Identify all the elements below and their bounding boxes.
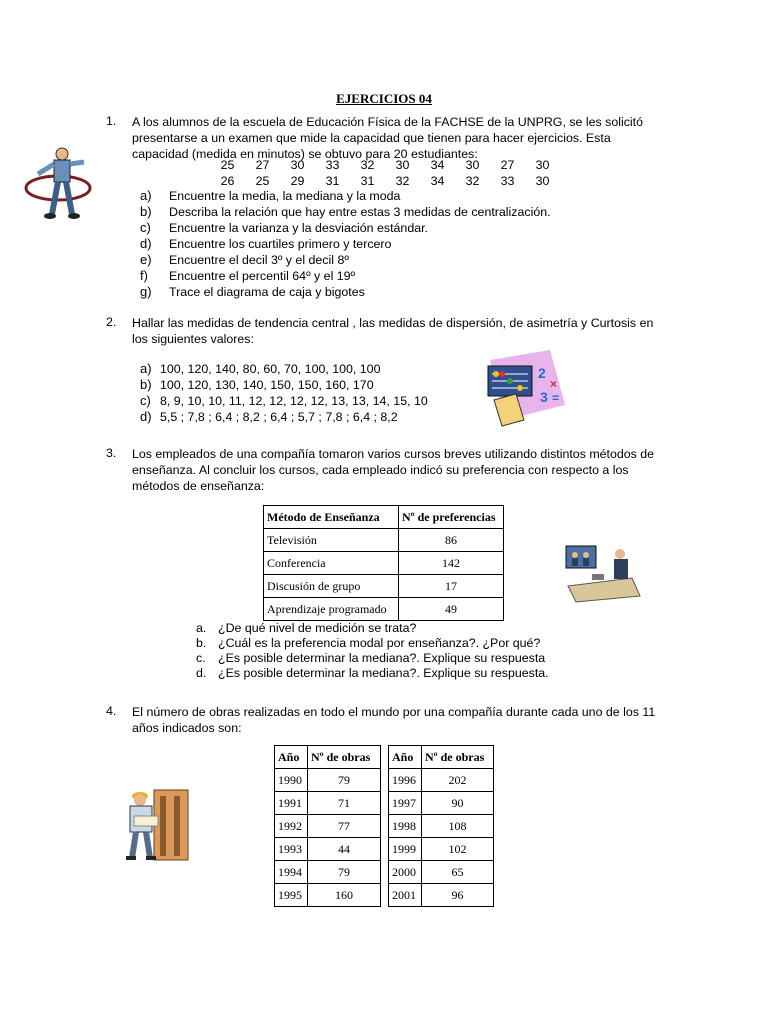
table-header-row	[389, 746, 494, 769]
item-letter: a)	[140, 361, 152, 376]
table-row	[264, 575, 504, 598]
statement-line: años indicados son:	[132, 721, 242, 735]
list-item	[196, 635, 549, 650]
data-value: 32	[360, 158, 375, 172]
list-item	[196, 650, 549, 665]
table-cell: 17	[399, 575, 504, 598]
exercise-1-items	[140, 188, 551, 300]
table-cell: 2001	[389, 884, 422, 907]
item-letter: c)	[140, 220, 151, 235]
table-row	[264, 598, 504, 621]
item-text: 5,5 ; 7,8 ; 6,4 ; 8,2 ; 6,4 ; 5,7 ; 7,8 ; 6,4 ; 8,2	[160, 410, 398, 424]
statement-line: Hallar las medidas de tendencia central , las medidas de dispersión, de asimetría y Curtosis en	[132, 316, 654, 330]
exercise-3-number: 3.	[106, 446, 117, 460]
data-value: 25	[255, 174, 270, 188]
table-cell: 44	[308, 838, 381, 861]
data-value: 30	[535, 174, 550, 188]
data-value: 26	[220, 174, 235, 188]
table-row	[275, 769, 381, 792]
list-item	[140, 284, 551, 300]
item-letter: b)	[140, 377, 152, 392]
item-text: Encuentre el decil 3º y el decil 8º	[169, 253, 349, 267]
exercise-3-items	[196, 620, 549, 680]
list-item	[140, 188, 551, 204]
table-header: Nº de obras	[422, 746, 494, 769]
table-cell: 86	[399, 529, 504, 552]
video-conference-clipart	[562, 540, 642, 604]
table-cell: 65	[422, 861, 494, 884]
table-row	[389, 815, 494, 838]
table-row	[275, 815, 381, 838]
table-row	[264, 529, 504, 552]
item-text: ¿Cuál es la preferencia modal por enseñanza?. ¿Por qué?	[218, 636, 541, 650]
table-row	[275, 838, 381, 861]
list-item	[140, 393, 428, 409]
table-row	[389, 792, 494, 815]
statement-line: los siguientes valores:	[132, 332, 254, 346]
list-item	[140, 220, 551, 236]
list-item	[140, 204, 551, 220]
data-value: 27	[255, 158, 270, 172]
table-header-row	[275, 746, 381, 769]
item-letter: d)	[140, 409, 152, 424]
item-letter: a.	[196, 621, 207, 635]
construction-worker-clipart	[120, 782, 192, 864]
table-cell: 160	[308, 884, 381, 907]
works-table-left	[274, 745, 381, 907]
data-value: 27	[500, 158, 515, 172]
list-item	[140, 361, 428, 377]
table-cell: 1993	[275, 838, 308, 861]
item-text: 8, 9, 10, 10, 11, 12, 12, 12, 12, 13, 13, 14, 15, 10	[160, 394, 428, 408]
list-item	[140, 252, 551, 268]
table-cell: 1994	[275, 861, 308, 884]
table-cell: 71	[308, 792, 381, 815]
item-letter: b.	[196, 636, 207, 650]
table-cell: 108	[422, 815, 494, 838]
table-cell: 90	[422, 792, 494, 815]
data-value: 30	[395, 158, 410, 172]
item-text: ¿Es posible determinar la mediana?. Explique su respuesta.	[218, 666, 549, 680]
list-item	[196, 620, 549, 635]
table-cell: Televisión	[264, 529, 399, 552]
table-cell: 1996	[389, 769, 422, 792]
item-letter: e)	[140, 252, 152, 267]
table-cell: 102	[422, 838, 494, 861]
table-cell: 2000	[389, 861, 422, 884]
svg-text:3: 3	[540, 389, 548, 405]
table-header: Método de Enseñanza	[264, 506, 399, 529]
table-cell: Discusión de grupo	[264, 575, 399, 598]
data-value: 32	[395, 174, 410, 188]
table-header: Nº de preferencias	[399, 506, 504, 529]
table-cell: 1999	[389, 838, 422, 861]
table-cell: 79	[308, 769, 381, 792]
hula-hoop-man-clipart	[22, 144, 94, 220]
table-cell: 1995	[275, 884, 308, 907]
exercise-3-statement	[132, 446, 660, 494]
item-letter: a)	[140, 188, 152, 203]
data-value: 25	[220, 158, 235, 172]
table-cell: 1991	[275, 792, 308, 815]
table-cell: 1997	[389, 792, 422, 815]
table-cell: 1990	[275, 769, 308, 792]
item-text: ¿De qué nivel de medición se trata?	[218, 621, 417, 635]
table-header: Año	[389, 746, 422, 769]
item-text: Encuentre el percentil 64º y el 19º	[169, 269, 356, 283]
table-header: Año	[275, 746, 308, 769]
data-value: 30	[290, 158, 305, 172]
list-item	[140, 409, 428, 425]
table-cell: 96	[422, 884, 494, 907]
data-value: 34	[430, 174, 445, 188]
table-cell: 1998	[389, 815, 422, 838]
item-text: Encuentre los cuartiles primero y tercero	[169, 237, 392, 251]
item-letter: d.	[196, 666, 207, 680]
item-text: Describa la relación que hay entre estas 3 medidas de centralización.	[169, 205, 551, 219]
item-letter: c)	[140, 393, 151, 408]
teaching-method-table	[263, 505, 504, 621]
table-header-row	[264, 506, 504, 529]
works-table-right	[388, 745, 494, 907]
list-item	[140, 236, 551, 252]
page-title: EJERCICIOS 04	[336, 91, 432, 106]
item-text: 100, 120, 140, 80, 60, 70, 100, 100, 100	[160, 362, 381, 376]
statement-line: capacidad (medida en minutos) se obtuvo para 20 estudiantes:	[132, 147, 478, 161]
table-row	[389, 884, 494, 907]
item-text: 100, 120, 130, 140, 150, 150, 160, 170	[160, 378, 374, 392]
list-item	[140, 377, 428, 393]
item-text: ¿Es posible determinar la mediana?. Explique su respuesta	[218, 651, 546, 665]
table-cell: 49	[399, 598, 504, 621]
statement-line: métodos de enseñanza:	[132, 479, 265, 493]
table-cell: 1992	[275, 815, 308, 838]
list-item	[140, 268, 551, 284]
svg-text:=: =	[552, 391, 560, 405]
item-text: Encuentre la media, la mediana y la moda	[169, 189, 401, 203]
table-row	[275, 884, 381, 907]
exercise-4-statement	[132, 704, 660, 736]
data-row-2	[210, 173, 560, 189]
table-cell: 202	[422, 769, 494, 792]
exercise-1-number: 1.	[106, 114, 117, 128]
exercise-2-items	[140, 361, 428, 425]
data-value: 32	[465, 174, 480, 188]
table-header: Nº de obras	[308, 746, 381, 769]
table-row	[389, 838, 494, 861]
table-cell: 142	[399, 552, 504, 575]
table-cell: Aprendizaje programado	[264, 598, 399, 621]
data-value: 34	[430, 158, 445, 172]
statement-line: presentarse a un examen que mide la capacidad que tienen para hacer ejercicios. Esta	[132, 131, 611, 145]
item-letter: c.	[196, 651, 206, 665]
statement-line: El número de obras realizadas en todo el mundo por una compañía durante cada uno de los 11	[132, 705, 656, 719]
item-letter: f)	[140, 268, 148, 283]
exercise-1-statement	[132, 114, 660, 162]
data-value: 33	[325, 158, 340, 172]
list-item	[196, 665, 549, 680]
item-letter: b)	[140, 204, 152, 219]
item-letter: g)	[140, 284, 152, 299]
data-value: 31	[360, 174, 375, 188]
data-row-1	[210, 157, 560, 173]
data-value: 30	[465, 158, 480, 172]
exercise-2-number: 2.	[106, 315, 117, 329]
statement-line: A los alumnos de la escuela de Educación Física de la FACHSE de la UNPRG, se les solicitó	[132, 115, 644, 129]
table-cell: Conferencia	[264, 552, 399, 575]
table-cell: 77	[308, 815, 381, 838]
item-text: Trace el diagrama de caja y bigotes	[169, 285, 365, 299]
svg-text:×: ×	[550, 377, 558, 391]
data-value: 33	[500, 174, 515, 188]
data-value: 30	[535, 158, 550, 172]
table-row	[389, 861, 494, 884]
abacus-math-clipart	[480, 350, 570, 430]
statement-line: Los empleados de una compañía tomaron varios cursos breves utilizando distintos métodos de	[132, 447, 655, 461]
item-letter: d)	[140, 236, 152, 251]
table-cell: 79	[308, 861, 381, 884]
data-value: 29	[290, 174, 305, 188]
data-value: 31	[325, 174, 340, 188]
table-row	[389, 769, 494, 792]
table-row	[275, 792, 381, 815]
exercise-4-number: 4.	[106, 704, 117, 718]
item-text: Encuentre la varianza y la desviación estándar.	[169, 221, 428, 235]
table-row	[275, 861, 381, 884]
exercise-2-statement	[132, 315, 660, 347]
svg-text:2: 2	[538, 365, 546, 381]
table-row	[264, 552, 504, 575]
statement-line: enseñanza. Al concluir los cursos, cada empleado indicó su preferencia con respecto a los	[132, 463, 629, 477]
